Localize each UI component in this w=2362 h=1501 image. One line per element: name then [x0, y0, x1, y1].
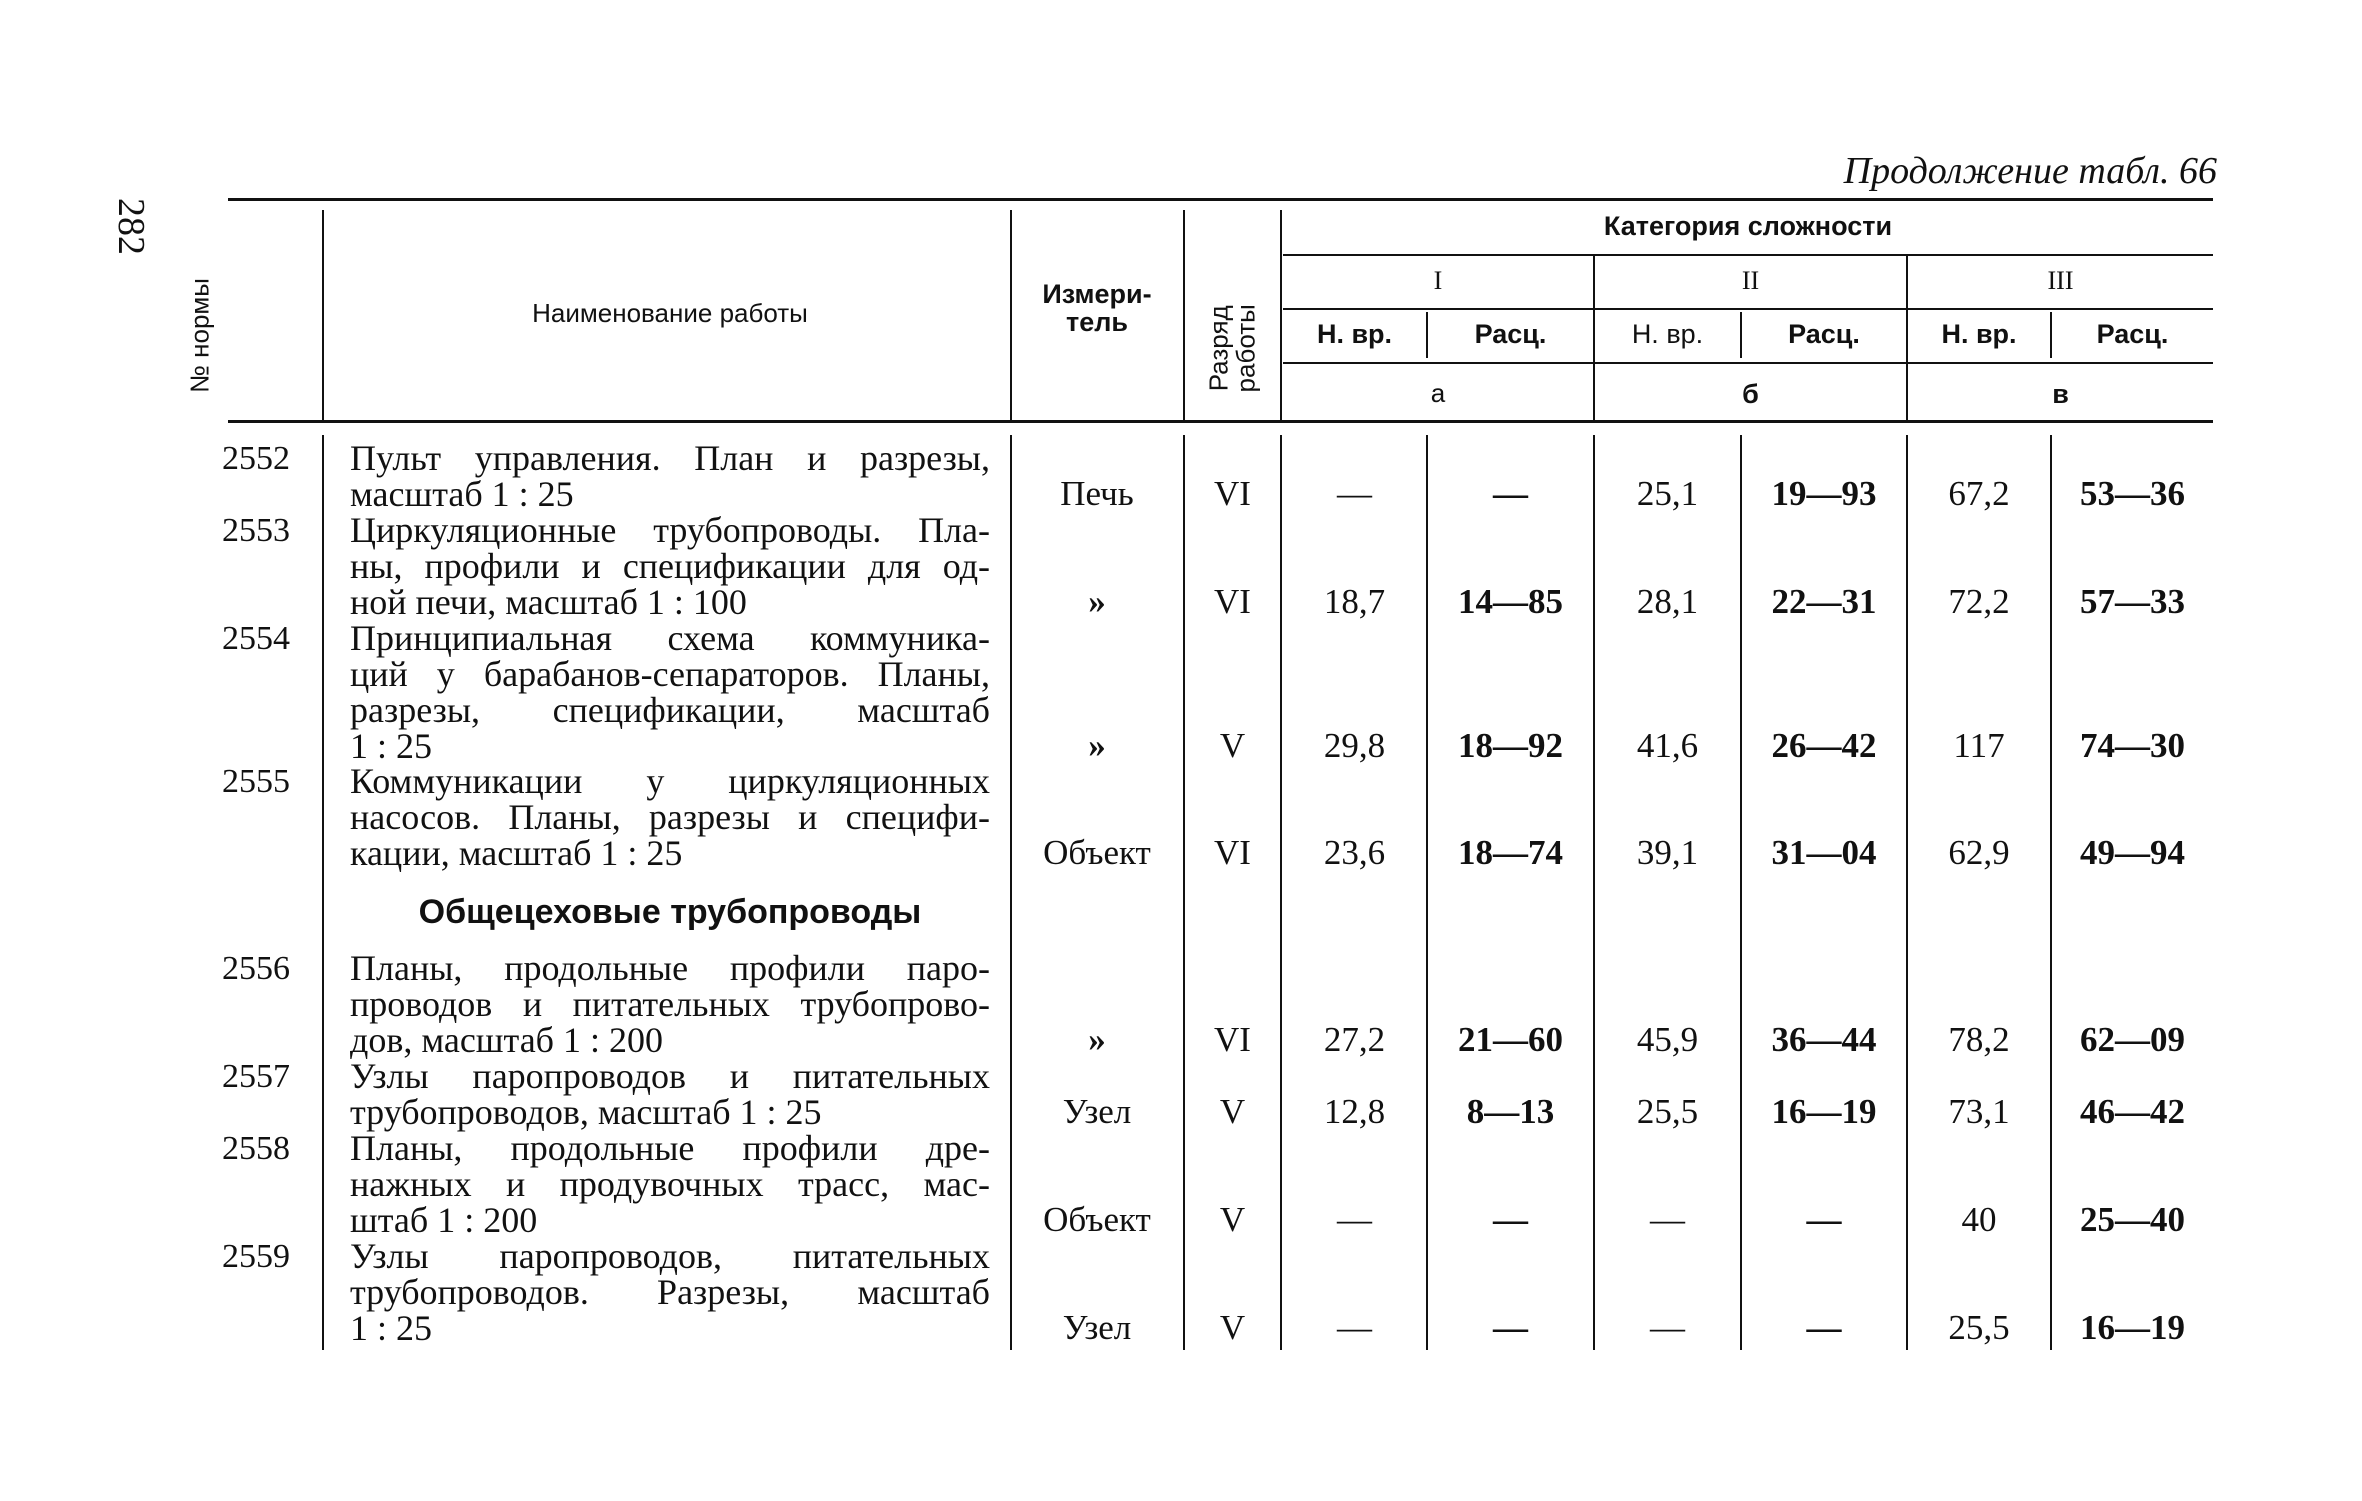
time-norm-cell: 40: [1961, 1200, 1997, 1239]
sub-rate-2: Расц.: [1788, 319, 1860, 349]
work-description-line: трубопроводов. Разрезы, масштаб: [350, 1272, 990, 1312]
time-norm-cell: 12,8: [1323, 1092, 1386, 1131]
grade-cell: VI: [1214, 1020, 1251, 1059]
work-description-line: нажных и продувочных трасс, мас-: [350, 1164, 990, 1204]
unit-cell: »: [1088, 582, 1106, 621]
work-description-line: 1 : 25: [350, 1308, 433, 1348]
header-divider: [1280, 210, 1282, 420]
time-norm-cell: 72,2: [1948, 582, 2010, 621]
category-label-2: II: [1741, 266, 1760, 295]
norm-number: 2558: [222, 1130, 290, 1167]
section-title: Общецеховые трубопроводы: [418, 893, 922, 931]
rate-cell: 22—31: [1771, 582, 1877, 621]
time-norm-cell: 67,2: [1948, 474, 2010, 513]
grade-cell: VI: [1214, 474, 1251, 513]
top-rule: [228, 198, 2213, 201]
work-description-line: Принципиальная схема коммуника-: [350, 618, 990, 658]
unit-cell: »: [1088, 1020, 1106, 1059]
norm-number: 2553: [222, 512, 290, 549]
time-norm-cell: 27,2: [1323, 1020, 1386, 1059]
unit-cell: Узел: [1062, 1092, 1132, 1131]
time-norm-cell: —: [1337, 1200, 1372, 1239]
rate-cell: 57—33: [2080, 582, 2185, 621]
rate-cell: 8—13: [1466, 1092, 1555, 1131]
unit-cell: Объект: [1043, 833, 1151, 872]
category-rule: [1283, 254, 2213, 256]
time-norm-cell: 41,6: [1636, 726, 1699, 765]
rate-cell: 26—42: [1771, 726, 1877, 765]
sub-time-3: Н. вр.: [1941, 319, 2017, 349]
time-norm-cell: 78,2: [1948, 1020, 2010, 1059]
time-norm-cell: 25,5: [1636, 1092, 1699, 1131]
unit-cell: »: [1088, 726, 1106, 765]
norm-number: 2555: [222, 763, 290, 800]
page-number: 282: [110, 198, 152, 255]
header-divider: [1183, 210, 1185, 420]
header-unit: Измери- тель: [1042, 279, 1152, 338]
time-norm-cell: 18,7: [1323, 582, 1386, 621]
work-description-line: ной печи, масштаб 1 : 100: [350, 582, 747, 622]
rate-cell: 18—74: [1458, 833, 1563, 872]
time-norm-cell: 117: [1953, 726, 2005, 765]
work-description-line: Циркуляционные трубопроводы. Пла-: [350, 510, 990, 550]
work-description-line: Планы, продольные профили паро-: [350, 948, 990, 988]
rate-cell: 36—44: [1771, 1020, 1877, 1059]
rate-cell: 16—19: [1771, 1092, 1877, 1131]
time-norm-cell: —: [1650, 1308, 1685, 1347]
sub-time-1: Н. вр.: [1316, 319, 1393, 349]
work-description-line: Узлы паропроводов, питательных: [350, 1236, 990, 1276]
rate-cell: —: [1806, 1200, 1842, 1239]
sub-rate-3: Расц.: [2096, 319, 2169, 349]
rate-cell: 18—92: [1458, 726, 1563, 765]
work-description-line: проводов и питательных трубопрово-: [350, 984, 990, 1024]
norm-number: 2552: [222, 440, 290, 477]
category-label-3: III: [2047, 266, 2074, 295]
rate-cell: 14—85: [1458, 582, 1563, 621]
rate-cell: 25—40: [2080, 1200, 2185, 1239]
header-bottom-rule: [228, 420, 2213, 423]
norm-number: 2556: [222, 950, 290, 987]
rate-cell: 53—36: [2080, 474, 2185, 513]
norm-number: 2559: [222, 1238, 290, 1275]
norm-number: 2554: [222, 620, 290, 657]
time-norm-cell: —: [1337, 1308, 1372, 1347]
time-norm-cell: 23,6: [1323, 833, 1386, 872]
time-norm-cell: 28,1: [1636, 582, 1699, 621]
rate-cell: —: [1806, 1308, 1842, 1347]
header-norm-number: № нормы: [184, 278, 215, 393]
time-norm-cell: 45,9: [1636, 1020, 1699, 1059]
category-label-1: I: [1433, 266, 1443, 295]
letter-a: а: [1430, 378, 1446, 408]
rate-cell: 21—60: [1458, 1020, 1563, 1059]
rate-cell: —: [1493, 1200, 1528, 1239]
work-description-line: ций у барабанов-сепараторов. Планы,: [350, 654, 990, 694]
grade-cell: V: [1219, 726, 1246, 765]
header-grade: Разряд работы: [1203, 304, 1261, 393]
rate-cell: 74—30: [2080, 726, 2185, 765]
grade-cell: V: [1219, 1200, 1246, 1239]
work-description-line: Планы, продольные профили дре-: [350, 1128, 990, 1168]
unit-cell: Узел: [1062, 1308, 1132, 1347]
body-divider: [1280, 435, 1282, 1350]
grade-cell: VI: [1214, 582, 1251, 621]
header-work-name: Наименование работы: [532, 298, 808, 328]
rate-cell: 31—04: [1771, 833, 1877, 872]
work-description-line: ны, профили и спецификации для од-: [350, 546, 990, 586]
grade-cell: VI: [1214, 833, 1251, 872]
unit-cell: Объект: [1043, 1200, 1151, 1239]
norm-number: 2557: [222, 1058, 290, 1095]
rate-cell: 62—09: [2080, 1020, 2185, 1059]
work-description-line: штаб 1 : 200: [350, 1200, 538, 1240]
grade-cell: V: [1219, 1092, 1246, 1131]
table-caption: Продолжение табл. 66: [1843, 150, 2217, 192]
time-norm-cell: —: [1650, 1200, 1685, 1239]
time-norm-cell: 25,1: [1636, 474, 1699, 513]
work-description-line: масштаб 1 : 25: [350, 474, 574, 514]
header-category-title: Категория сложности: [1603, 211, 1893, 241]
work-description-line: Пульт управления. План и разрезы,: [350, 438, 990, 478]
work-description-line: 1 : 25: [350, 726, 433, 766]
time-norm-cell: 62,9: [1948, 833, 2010, 872]
time-norm-cell: 25,5: [1948, 1308, 2010, 1347]
work-description-line: трубопроводов, масштаб 1 : 25: [350, 1092, 822, 1132]
letter-v: в: [2052, 379, 2069, 409]
sub-time-2: Н. вр.: [1631, 319, 1704, 349]
work-description-line: Узлы паропроводов и питательных: [350, 1056, 990, 1096]
rate-cell: 19—93: [1771, 474, 1877, 513]
work-description-line: дов, масштаб 1 : 200: [350, 1020, 663, 1060]
letters-rule: [1283, 362, 2213, 364]
letter-b: б: [1742, 379, 1759, 409]
header-divider: [322, 210, 324, 420]
rate-cell: —: [1493, 1308, 1528, 1347]
rate-cell: 46—42: [2080, 1092, 2185, 1131]
work-description-line: кации, масштаб 1 : 25: [350, 833, 683, 873]
time-norm-cell: 29,8: [1323, 726, 1386, 765]
rate-cell: —: [1493, 474, 1528, 513]
unit-cell: Печь: [1060, 474, 1134, 513]
rate-cell: 49—94: [2080, 833, 2185, 872]
subheader-rule: [1283, 308, 2213, 310]
work-description-line: насосов. Планы, разрезы и специфи-: [350, 797, 990, 837]
grade-cell: V: [1219, 1308, 1246, 1347]
sub-rate-1: Расц.: [1474, 319, 1547, 349]
time-norm-cell: —: [1337, 474, 1372, 513]
rate-cell: 16—19: [2080, 1308, 2185, 1347]
body-divider: [322, 435, 324, 1350]
time-norm-cell: 73,1: [1948, 1092, 2010, 1131]
work-description-line: разрезы, спецификации, масштаб: [350, 690, 990, 730]
work-description-line: Коммуникации у циркуляционных: [350, 761, 990, 801]
time-norm-cell: 39,1: [1636, 833, 1699, 872]
